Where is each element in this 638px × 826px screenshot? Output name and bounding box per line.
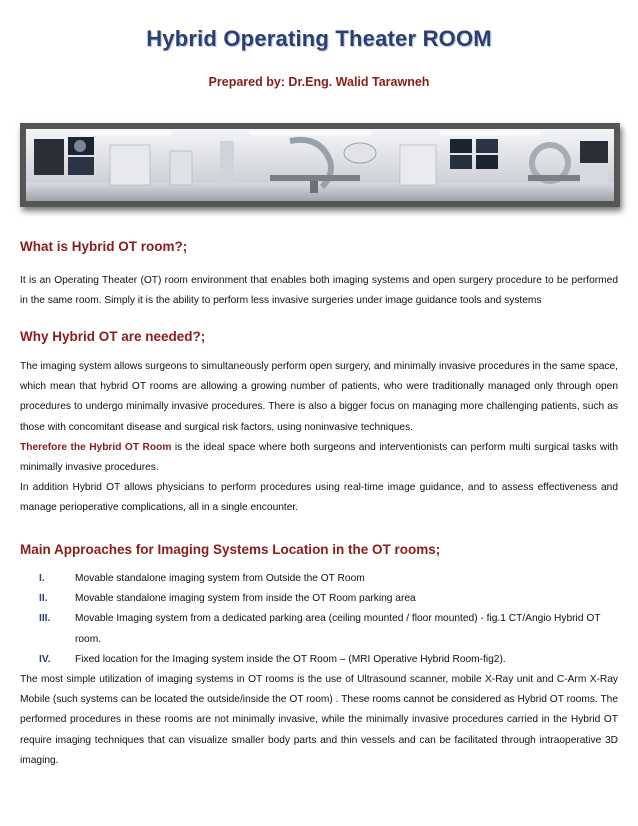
approaches-list — [20, 569, 618, 670]
list-item-number: I. — [39, 573, 45, 584]
list-item-text: Movable Imaging system from a dedicated parking area (ceiling mounted / floor mounted) - fig.1 CT/Angio Hybrid OT room. — [75, 613, 601, 645]
section2-paragraph-2-rest: is the ideal space where both surgeons and interventionists can perform multi surgical tasks with minimally invasive procedures. — [20, 441, 618, 474]
list-item-text: Movable standalone imaging system from inside the OT Room parking area — [75, 593, 416, 605]
document-title: Hybrid Operating Theater ROOM — [146, 26, 492, 51]
operating-room-panorama-icon — [20, 123, 620, 207]
list-item-number: IV. — [39, 653, 51, 665]
operating-room-panorama-image — [20, 123, 620, 207]
section2-paragraph-1: The imaging system allows surgeons to simultaneously perform open surgery, and minimally invasive procedures in the same space, which mean that hybrid OT rooms are allowing a growing number of patients, who were traditionally managed only through open procedures to undergo minimally invasive procedures. There is also a bigger focus on managing more challenging patients, such as those with concomitant disease and surgical risk factors, using noninvasive techniques. — [20, 361, 618, 433]
section2-body — [20, 357, 618, 519]
section3-body: The most simple utilization of imaging systems in OT rooms is the use of Ultrasound scanner, mobile X-Ray unit and C-Arm X-Ray Mobile (such systems can be located the outside/inside the OT room) . These rooms cannot be considered as Hybrid OT rooms. The performed procedures in these rooms are not minimally invasive, while the minimally invasive procedures carried in the Hybrid OT require imaging techniques that can visualize smaller body parts and thin vessels and can be facilitated through intraoperative 3D imaging. — [20, 674, 618, 766]
list-item — [20, 569, 618, 589]
list-item-text: Movable standalone imaging system from Outside the OT Room — [75, 573, 365, 584]
section-heading-why-needed: Why Hybrid OT are needed?; — [20, 329, 206, 344]
section-heading-main-approaches: Main Approaches for Imaging Systems Location in the OT rooms; — [20, 542, 441, 557]
section2-paragraph-2 — [20, 438, 618, 478]
list-item — [20, 650, 618, 670]
section1-body: It is an Operating Theater (OT) room environment that enables both imaging systems and open surgery procedure to be performed in the same room. Simply it is the ability to perform less invasive surgeries under image guidance tools and systems — [20, 275, 618, 307]
list-item-text: Fixed location for the Imaging system inside the OT Room – (MRI Operative Hybrid Room-fig2). — [75, 653, 506, 665]
section2-emphasis: Therefore the Hybrid OT Room — [20, 441, 172, 453]
list-item-number: III. — [39, 613, 51, 625]
section2-paragraph-3: In addition Hybrid OT allows physicians to perform procedures using real-time image guidance, and to assess effectiveness and manage perioperative complications, all in a single encounter. — [20, 482, 618, 514]
author-line: Prepared by: Dr.Eng. Walid Tarawneh — [208, 75, 430, 89]
list-item — [20, 589, 618, 609]
list-item — [20, 609, 618, 649]
section-heading-what-is: What is Hybrid OT room?; — [20, 239, 188, 254]
list-item-number: II. — [39, 593, 48, 605]
